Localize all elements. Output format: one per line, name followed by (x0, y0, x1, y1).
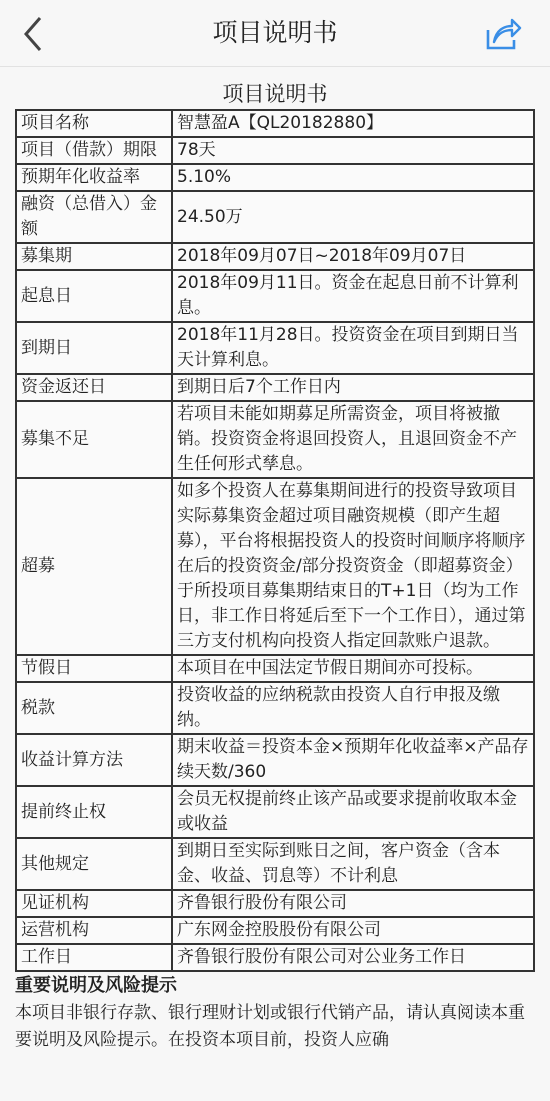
row-label: 项目名称 (16, 110, 172, 137)
row-label: 收益计算方法 (16, 734, 172, 786)
row-label: 募集不足 (16, 401, 172, 478)
row-label: 资金返还日 (16, 374, 172, 401)
row-label: 超募 (16, 478, 172, 655)
row-value: 2018年09月11日。资金在起息日前不计算利息。 (172, 270, 534, 322)
row-value: 会员无权提前终止该产品或要求提前收取本金或收益 (172, 786, 534, 838)
row-label: 到期日 (16, 322, 172, 374)
row-value: 到期日后7个工作日内 (172, 374, 534, 401)
row-value: 若项目未能如期募足所需资金，项目将被撤销。投资资金将退回投资人，且退回资金不产生任何形式孳息。 (172, 401, 534, 478)
row-label: 其他规定 (16, 838, 172, 890)
row-label: 预期年化收益率 (16, 164, 172, 191)
row-value: 本项目在中国法定节假日期间亦可投标。 (172, 655, 534, 682)
table-row (16, 478, 534, 655)
row-value: 齐鲁银行股份有限公司 (172, 890, 534, 917)
document-title: 项目说明书 (222, 82, 328, 106)
row-value: 投资收益的应纳税款由投资人自行申报及缴纳。 (172, 682, 534, 734)
share-icon[interactable] (482, 14, 522, 54)
table-row (16, 655, 534, 682)
row-value: 到期日至实际到账日之间，客户资金（含本金、收益、罚息等）不计利息 (172, 838, 534, 890)
row-label: 募集期 (16, 243, 172, 270)
table-row (16, 890, 534, 917)
row-value: 齐鲁银行股份有限公司对公业务工作日 (172, 944, 534, 971)
row-label: 融资（总借入）金额 (16, 191, 172, 243)
table-row (16, 401, 534, 478)
row-label: 运营机构 (16, 917, 172, 944)
row-value: 广东网金控股股份有限公司 (172, 917, 534, 944)
row-value: 78天 (172, 137, 534, 164)
table-row (16, 838, 534, 890)
row-label: 工作日 (16, 944, 172, 971)
table-row (16, 682, 534, 734)
table-row (16, 164, 534, 191)
page-title: 项目说明书 (212, 18, 338, 47)
table-row (16, 270, 534, 322)
table-row (16, 944, 534, 971)
table-row (16, 191, 534, 243)
row-label: 节假日 (16, 655, 172, 682)
table-row (16, 786, 534, 838)
risk-notice-body: 本项目非银行存款、银行理财计划或银行代销产品，请认真阅读本重要说明及风险提示。在投资本项目前，投资人应确 (15, 1003, 525, 1050)
row-value: 5.10% (172, 164, 534, 191)
row-value: 24.50万 (172, 191, 534, 243)
table-row (16, 110, 534, 137)
risk-notice-title: 重要说明及风险提示 (15, 975, 177, 996)
nav-bar (0, 0, 550, 67)
row-value: 2018年09月07日~2018年09月07日 (172, 243, 534, 270)
table-row (16, 322, 534, 374)
row-value: 2018年11月28日。投资资金在项目到期日当天计算利息。 (172, 322, 534, 374)
row-value: 如多个投资人在募集期间进行的投资导致项目实际募集资金超过项目融资规模（即产生超募），平台将根据投资人的投资时间顺序将顺序在后的投资资金/部分投资资金（即超募资金）于所投项目募集期结束日的T+1日（均为工作日，非工作日将延后至下一个工作日），通过第三方支付机构向投资人指定回款账户退款。 (172, 478, 534, 655)
row-label: 提前终止权 (16, 786, 172, 838)
row-label: 项目（借款）期限 (16, 137, 172, 164)
table-row (16, 734, 534, 786)
row-label: 见证机构 (16, 890, 172, 917)
row-value: 期末收益＝投资本金×预期年化收益率×产品存续天数/360 (172, 734, 534, 786)
row-value: 智慧盈A【QL20182880】 (172, 110, 534, 137)
table-row (16, 243, 534, 270)
table-row (16, 137, 534, 164)
table-row (16, 374, 534, 401)
project-spec-table (15, 109, 535, 972)
row-label: 起息日 (16, 270, 172, 322)
table-row (16, 917, 534, 944)
row-label: 税款 (16, 682, 172, 734)
